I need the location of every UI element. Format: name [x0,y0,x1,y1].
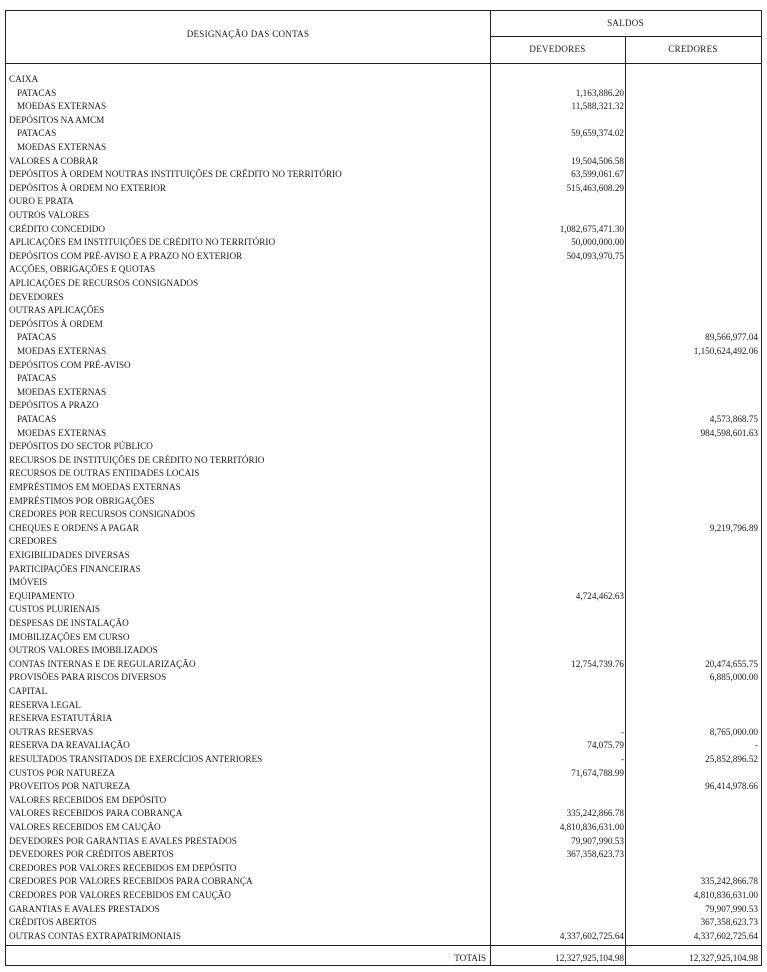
account-label: OUTROS VALORES IMOBILIZADOS [9,645,158,656]
header-designation: DESIGNAÇÃO DAS CONTAS [186,29,310,39]
debit-balance: 4,810,836,631.00 [559,822,624,832]
account-label: PROVISÕES PARA RISCOS DIVERSOS [9,672,167,683]
account-label: CREDORES POR VALORES RECEBIDOS PARA COBRANÇA [9,876,253,887]
account-label: VALORES A COBRAR [9,155,99,166]
credit-balance: 4,573,868.75 [709,414,758,424]
debit-balance: 367,358,623.73 [566,849,624,860]
account-row [6,549,761,562]
account-label: ACÇÕES, OBRIGAÇÕES E QUOTAS [9,264,156,275]
account-label: CREDORES POR VALORES RECEBIDOS EM CAUÇÃO [9,890,231,900]
account-row [6,304,761,317]
account-row [6,780,761,793]
account-row [6,603,761,616]
header-bottom-rule [6,63,761,64]
account-label: OUTROS VALORES [9,210,90,220]
header-credores: CREDORES [668,44,718,54]
credit-balance: 335,242,866.78 [700,876,758,887]
account-row [6,726,761,739]
credit-balance: 9,219,796.89 [709,522,758,533]
account-label: CUSTOS POR NATUREZA [9,767,116,778]
account-label: RESERVA DA REAVALIAÇÃO [9,740,130,751]
account-label: PATACAS [17,414,57,424]
header-devedores: DEVEDORES [529,44,586,54]
account-row [6,658,761,671]
account-row [6,699,761,712]
account-row [6,155,761,168]
account-label: APLICAÇÕES DE RECURSOS CONSIGNADOS [9,278,199,288]
account-row [6,930,761,943]
account-label: MOEDAS EXTERNAS [17,386,107,397]
header-divider-saldos [490,36,761,37]
credit-balance: 4,810,836,631.00 [693,890,758,900]
account-row [6,127,761,140]
account-row [6,427,761,440]
account-label: RESULTADOS TRANSITADOS DE EXERCÍCIOS ANTERIORES [9,754,263,764]
account-label: IMOBILIZAÇÕES EM CURSO [9,631,130,642]
account-label: OUTRAS APLICAÇÕES [9,305,105,316]
totals-credit: 12,327,925,104.98 [689,953,758,963]
account-row [6,522,761,535]
account-row [6,141,761,154]
account-row [6,576,761,589]
account-row [6,590,761,603]
account-label: RESERVA ESTATUTÁRIA [9,713,113,724]
account-row [6,87,761,100]
account-label: DEPÓSITOS A PRAZO [9,400,99,411]
account-row [6,331,761,344]
account-row [6,413,761,426]
account-row [6,372,761,385]
debit-balance: 11,588,321.32 [571,101,624,112]
account-label: CHEQUES E ORDENS A PAGAR [9,522,139,533]
account-row [6,359,761,372]
account-row [6,345,761,358]
account-row [6,481,761,494]
account-row [6,318,761,331]
account-row [6,807,761,820]
account-label: CRÉDITOS ABERTOS [9,917,97,928]
account-label: MOEDAS EXTERNAS [17,101,107,112]
account-label: MOEDAS EXTERNAS [17,142,107,152]
account-row [6,821,761,834]
credit-balance: 96,414,978.66 [705,781,758,792]
account-row [6,223,761,236]
account-row [6,277,761,290]
credit-balance: 6,885,000.00 [709,672,758,683]
totals-debit: 12,327,925,104.98 [555,953,624,963]
account-row [6,73,761,86]
account-row [6,889,761,902]
credit-balance: 1,150,624,492.06 [693,346,758,356]
account-row [6,739,761,752]
totals-label: TOTAIS [454,953,486,963]
account-label: DESPESAS DE INSTALAÇÃO [9,618,129,628]
account-label: EQUIPAMENTO [9,590,75,601]
account-label: CONTAS INTERNAS E DE REGULARIZAÇÃO [9,658,196,669]
account-label: CREDORES [9,536,57,547]
account-row [6,291,761,304]
account-label: RECURSOS DE INSTITUIÇÕES DE CRÉDITO NO TERRITÓRIO [9,454,265,465]
account-label: OUTRAS CONTAS EXTRAPATRIMONIAIS [9,930,181,941]
balance-sheet-table [5,10,762,966]
account-row [6,535,761,548]
account-label: CRÉDITO CONCEDIDO [9,223,106,234]
account-label: DEPÓSITOS À ORDEM NO EXTERIOR [9,182,167,193]
account-row [6,250,761,263]
account-row [6,508,761,521]
debit-balance: - [620,754,624,764]
account-row [6,386,761,399]
account-row [6,617,761,630]
account-label: DEPÓSITOS NA AMCM [9,114,105,125]
debit-balance: 12,754,739.76 [571,658,624,669]
account-row [6,263,761,276]
account-label: PARTICIPAÇÕES FINANCEIRAS [9,563,141,574]
account-label: OURO E PRATA [9,196,74,207]
credit-balance: 984,598,601.63 [700,427,758,438]
debit-balance: 1,082,675,471.30 [559,223,624,234]
account-label: CREDORES POR VALORES RECEBIDOS EM DEPÓSITO [9,862,237,873]
credit-balance: 8,765,000.00 [709,726,758,737]
account-label: VALORES RECEBIDOS EM DEPÓSITO [9,794,167,805]
account-label: IMÓVEIS [9,577,48,588]
credit-balance: 79,907,990.53 [705,903,758,914]
debit-balance: 19,504,506.58 [571,155,624,166]
account-label: RESERVA LEGAL [9,699,81,710]
account-label: DEPÓSITOS À ORDEM NOUTRAS INSTITUIÇÕES DE CRÉDITO NO TERRITÓRIO [9,169,342,180]
account-row [6,685,761,698]
totals-top-rule [6,945,761,946]
debit-balance: 63,599,061.67 [571,169,624,180]
account-row [6,753,761,766]
debit-balance: 335,242,866.78 [566,808,624,819]
account-label: PATACAS [17,373,57,384]
account-row [6,862,761,875]
account-label: DEPÓSITOS COM PRÉ-AVISO E A PRAZO NO EXTERIOR [9,250,243,261]
account-label: PROVEITOS POR NATUREZA [9,781,131,792]
debit-balance: 4,337,602,725.64 [559,930,624,941]
account-row [6,195,761,208]
account-row [6,440,761,453]
account-row [6,848,761,861]
account-label: CAPITAL [9,686,48,696]
account-row [6,563,761,576]
account-label: EMPRÉSTIMOS EM MOEDAS EXTERNAS [9,482,181,492]
account-row [6,467,761,480]
account-row [6,794,761,807]
account-label: OUTRAS RESERVAS [9,726,94,737]
account-label: DEPÓSITOS COM PRÉ-AVISO [9,359,131,370]
account-label: DEVEDORES POR GARANTIAS E AVALES PRESTADOS [9,835,237,846]
credit-balance: 20,474,655.75 [705,658,758,669]
account-label: MOEDAS EXTERNAS [17,346,107,356]
account-label: CREDORES POR RECURSOS CONSIGNADOS [9,509,196,520]
account-label: APLICAÇÕES EM INSTITUIÇÕES DE CRÉDITO NO TERRITÓRIO [9,237,276,248]
account-row [6,454,761,467]
credit-balance: 367,358,623.73 [700,917,758,928]
account-label: RECURSOS DE OUTRAS ENTIDADES LOCAIS [9,468,200,479]
account-row [6,182,761,195]
account-label: VALORES RECEBIDOS PARA COBRANÇA [9,808,183,819]
account-row [6,644,761,657]
account-row [6,168,761,181]
account-row [6,209,761,222]
account-row [6,835,761,848]
account-row [6,495,761,508]
account-row [6,903,761,916]
debit-balance: - [620,726,624,737]
account-label: EMPRÉSTIMOS POR OBRIGAÇÕES [9,495,155,506]
debit-balance: 4,724,462.63 [575,590,624,601]
account-row [6,712,761,725]
account-row [6,767,761,780]
account-row [6,399,761,412]
account-label: DEVEDORES [9,291,64,302]
account-label: PATACAS [17,87,57,98]
account-row [6,114,761,127]
account-row [6,100,761,113]
account-label: GARANTIAS E AVALES PRESTADOS [9,903,160,914]
account-label: CAIXA [9,74,39,84]
account-label: EXIGIBILIDADES DIVERSAS [9,550,130,560]
debit-balance: 50,000,000.00 [571,237,624,248]
account-label: CUSTOS PLURIENAIS [9,604,100,615]
debit-balance: 74,075.79 [587,740,624,751]
account-label: PATACAS [17,128,57,139]
account-label: VALORES RECEBIDOS EM CAUÇÃO [9,822,161,832]
account-row [6,875,761,888]
header-saldos: SALDOS [607,18,644,28]
credit-balance: 25,852,896.52 [705,754,758,764]
account-label: PATACAS [17,332,57,343]
account-row [6,916,761,929]
debit-balance: 515,463,608.29 [566,182,624,193]
debit-balance: 1,163,886.20 [575,87,624,98]
account-label: DEPÓSITOS À ORDEM [9,318,103,329]
account-label: DEPÓSITOS DO SECTOR PÚBLICO [9,441,153,452]
credit-balance: 89,566,977.04 [705,332,758,343]
account-label: DEVEDORES POR CRÉDITOS ABERTOS [9,849,174,860]
account-row [6,631,761,644]
credit-balance: - [754,740,758,751]
debit-balance: 59,659,374.02 [571,128,624,139]
account-row [6,671,761,684]
account-row [6,236,761,249]
debit-balance: 79,907,990.53 [571,835,624,846]
debit-balance: 71,674,788.99 [571,767,624,778]
debit-balance: 504,093,970.75 [566,250,624,261]
credit-balance: 4,337,602,725.64 [693,930,758,941]
account-label: MOEDAS EXTERNAS [17,427,107,438]
